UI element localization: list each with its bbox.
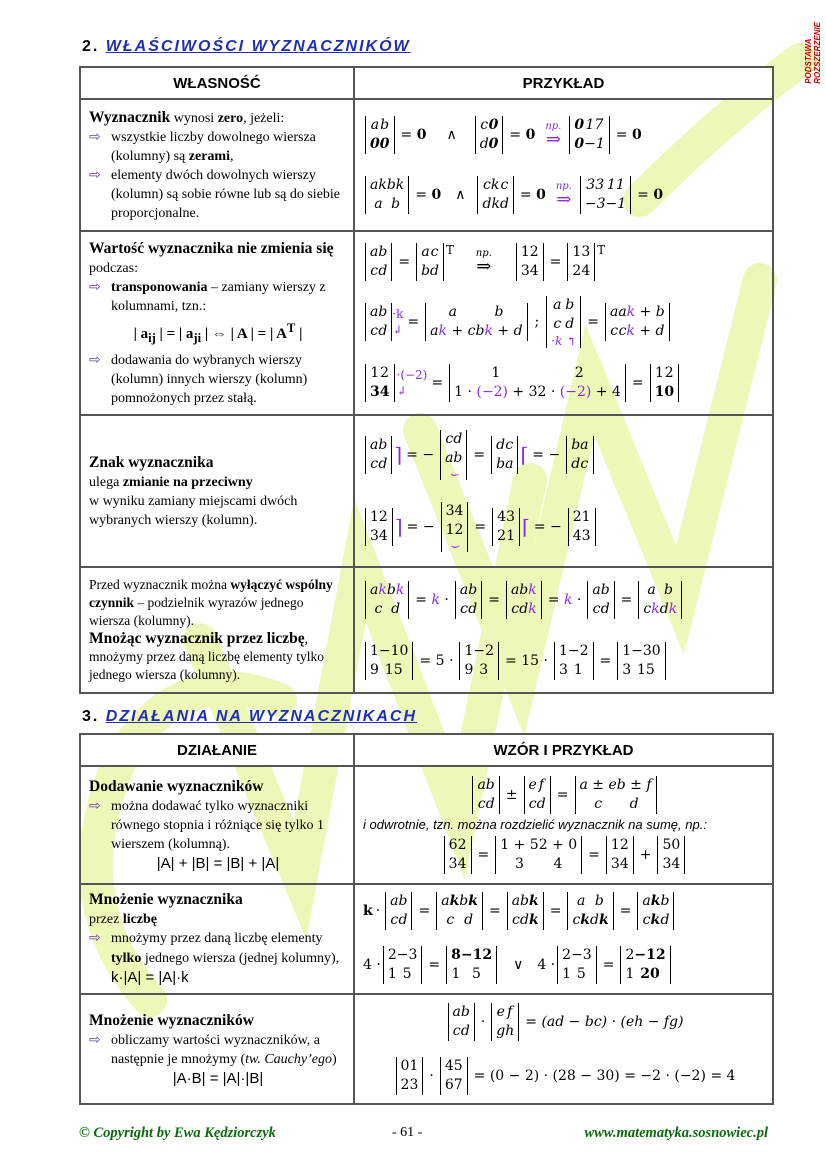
table-row: Wyznacznik wynosi zero, jeżeli: ⇨ wszystkie liczby dowolnego wiersza (kolumny) są zerami, ⇨ elementy dwóch dowolnych wierszy (kolumn) są sobie równe lub są do siebie proporcjonalne. a b 0 0 = 0 ∧ c 0 d 0 = 0 np. ⇒ 0 17 0 −1 = 0 ak bk a b = 0 ∧ ck c dk d = 0 np. ⇒ 33 11 −3 −1 = 0 bbox=[80, 99, 773, 231]
website-link[interactable]: www.matematyka.sosnowiec.pl bbox=[584, 1125, 768, 1141]
section-2-heading: 2. WŁAŚCIWOŚCI WYZNACZNIKÓW bbox=[82, 38, 411, 55]
col-header-property: WŁASNOŚĆ bbox=[80, 67, 354, 99]
page-number: - 61 - bbox=[392, 1125, 423, 1140]
table-row: Dodawanie wyznaczników ⇨ można dodawać tylko wyznaczniki równego stopnia i różniące się tylko 1 wierszem (kolumną). |A| + |B| = |B| + |A| a b c d ± e f c d = a ± e b ± f c d i odwrotnie, tzn. można rozdzielić wyznacznik na sumę, np.: 6 2 3 4 = 1 + 5 2 + 0 3 4 = 1 2 3 4 + 5 0 3 4 bbox=[80, 766, 773, 884]
col-header-operation: DZIAŁANIE bbox=[80, 734, 354, 766]
arrow-icon: ⇨ bbox=[89, 351, 101, 368]
table-row: Mnożenie wyznaczników ⇨ obliczamy wartości wyznaczników, a następnie je mnożymy (tw. Cauchy’ego) |A·B| = |A|·|B| a b c d · e f g h = (ad − bc) · (eh − fg) 0 1 2 3 · 4 5 6 7 = (0 − 2) · (28 − 30) = −2 · (−2) = 4 bbox=[80, 994, 773, 1104]
col-header-example: PRZYKŁAD bbox=[354, 67, 773, 99]
properties-table bbox=[79, 66, 774, 694]
col-header-formula: WZÓR I PRZYKŁAD bbox=[354, 734, 773, 766]
arrow-icon: ⇨ bbox=[89, 278, 101, 295]
section-3-heading: 3. DZIAŁANIA NA WYZNACZNIKACH bbox=[82, 708, 418, 725]
table-row: Mnożenie wyznacznika przez liczbę ⇨ mnożymy przez daną liczbę elementy tylko jednego wiersza (jednej kolumny), k·|A| = |A|·k k · a b c d = ak bk c d = a bk c dk = a b ck dk = ak b ck d 4 · 2 −3 1 5 = 8 −12 1 5 ∨ 4 · 2 −3 1 5 = 2 −12 1 20 bbox=[80, 884, 773, 994]
copyright: © Copyright by Ewa Kędziorczyk bbox=[79, 1125, 276, 1141]
arrow-icon: ⇨ bbox=[89, 166, 101, 183]
arrow-icon: ⇨ bbox=[89, 1031, 101, 1048]
operations-table bbox=[79, 733, 774, 1105]
table-row: Przed wyznacznik można wyłączyć wspólny czynnik – podzielnik wyrazów jednego wiersza (kolumny). Mnożąc wyznacznik przez liczbę, mnożymy przez daną liczbę elementy tylko jednego wiersza (kolumny). ak bk c d = k · a b c d = a bk c dk = k · a b c d = a b ck dk 1 −10 9 15 = 5 · 1 −2 9 3 = 15 · 1 −2 3 1 = 1 −30 3 15 bbox=[80, 567, 773, 693]
table-row: Wartość wyznacznika nie zmienia się podczas: ⇨ transponowania – zamiany wierszy z kolumnami, tzn.: | $a_{ij}$ | = | $a_{ji}$ | ⇔ | A | = | $A^T$ | ⇨ dodawania do wybranych wierszy (kolumn) innych wierszy (kolumn) pomnożonych przez stałą. a b c d = a c b d $^T$ np. ⇒ 1 2 3 4 = 1 3 2 4 $^T$ a b c d ·k ↲ = a b ak + c bk + d ; a b c d ·k ↰ = a ak + b c ck + d 1 2 3 4 ·(−2) ↲ = 1 2 1 · (−2) + 3 2 · (−2) + 4 = 1 2 1 0 bbox=[80, 231, 773, 415]
arrow-icon: ⇨ bbox=[89, 930, 101, 946]
arrow-icon: ⇨ bbox=[89, 128, 101, 145]
level-label: PODSTAWA ROZSZERZENIE bbox=[804, 22, 822, 84]
arrow-icon: ⇨ bbox=[89, 798, 101, 814]
table-row: Znak wyznacznika ulega zmianie na przeciwny w wyniku zamiany miejscami dwóch wybranych wierszy (kolumn). a b c d ⌉ = − c d a b ⌣ = d c b a ⌈ = − b a d c 1 2 3 4 ⌉ = − 3 4 1 2 ⌣ = 4 3 2 1 ⌈ = − 2 1 4 3 bbox=[80, 415, 773, 567]
